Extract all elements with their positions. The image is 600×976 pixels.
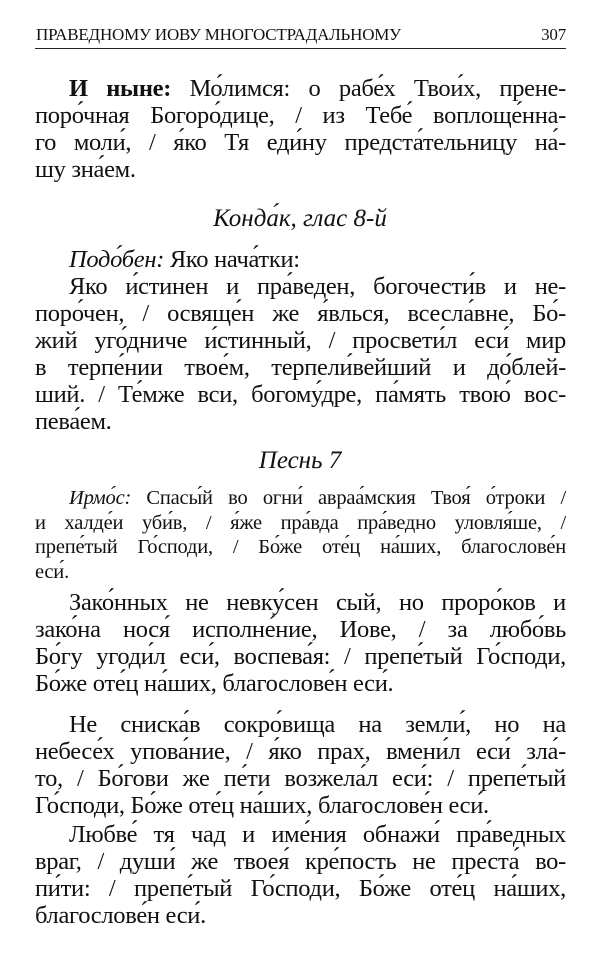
podoben-line: Подо́бен: Яко нача́тки:: [69, 246, 300, 273]
text-line: пева́ем.: [35, 408, 112, 435]
text-line: препе́тый Го́споди, / Бо́же оте́ц на́ших, благослове́н: [35, 536, 566, 558]
text-line: го моли́, / я́ко Тя еди́ну предста́тельницу на́-: [35, 129, 566, 156]
text-line: Яко и́стинен и пра́веден, богочести́в и не-: [69, 273, 566, 300]
text-line: в терпе́нии твое́м, терпели́вейший и до́блей-: [35, 354, 566, 381]
text-line: шу зна́ем.: [35, 156, 136, 183]
text-line: то, / Бо́гови же пе́ти возжела́л еси́: / препе́тый: [35, 765, 566, 792]
text-line: еси́.: [35, 560, 70, 583]
text-line: И ныне: Мо́лимся: о рабе́х Твои́х, прене-: [69, 75, 566, 102]
text-line: поро́чная Богоро́дице, / из Тебе́ воплоще́нна-: [35, 102, 566, 129]
text-line: Любве́ тя чад и име́ния обнажи́ пра́ведных: [69, 821, 566, 848]
text-line: поро́чен, / освяще́н же я́вльcя, всесла́вне, Бо́-: [35, 300, 566, 327]
text-line: враг, / души́ же твоея́ кре́пость не преста́ во-: [35, 848, 566, 875]
text-line: Го́споди, Бо́же оте́ц на́ших, благослове́н еси́.: [35, 792, 489, 819]
text-line: и халде́и уби́в, / я́же пра́вда пра́ведно уловля́ше, /: [35, 511, 566, 534]
text-line: Ирмо́с: Спасы́й во огни́ авраа́мския Твоя́ о́троки /: [69, 487, 566, 509]
running-title: ПРАВЕДНОМУ ИОВУ МНОГОСТРАДАЛЬНОМУ: [36, 25, 402, 44]
paragraph-kondak: [35, 246, 566, 435]
text-line: Зако́нных не невку́сен сый, но проро́ков и: [69, 589, 566, 616]
text-line: благослове́н еси́.: [35, 902, 206, 929]
page-number: 307: [541, 25, 566, 44]
troparion-1: [35, 589, 566, 697]
troparion-2: [35, 711, 566, 819]
text-line: ший. / Те́мже вси, богому́дре, па́мять твою́ вос-: [35, 381, 566, 408]
text-line: Бо́гу угоди́л еси́, воспева́я: / препе́тый Го́споди,: [35, 643, 566, 670]
text-line: жий уго́дниче и́стинный, / просвети́л еси́ мир: [35, 327, 566, 354]
text-line: Бо́же оте́ц на́ших, благослове́н еси́.: [35, 670, 394, 697]
lead-label: И ныне:: [69, 75, 172, 102]
troparion-3: [35, 821, 566, 929]
kondak-heading: Конда́к, глас 8-й: [213, 205, 387, 232]
podoben-label: Подо́бен:: [69, 246, 165, 273]
text-line: пи́ти: / препе́тый Го́споди, Бо́же оте́ц на́ших,: [35, 875, 566, 902]
text-line: зако́на нося́ исполне́ние, Иове, / за любо́вь: [35, 616, 566, 643]
text-line: Не сниска́в сокро́вища на земли́, но на: [69, 711, 566, 738]
paragraph-i-nyne: [35, 75, 566, 183]
irmos-label: Ирмо́с:: [69, 487, 132, 509]
running-header: [35, 22, 566, 49]
paragraph-irmos: [35, 486, 566, 584]
song-heading: Песнь 7: [258, 447, 342, 474]
text-line: небесе́х упова́ние, / я́ко прах, вмени́л еси́ зла́-: [35, 738, 566, 765]
